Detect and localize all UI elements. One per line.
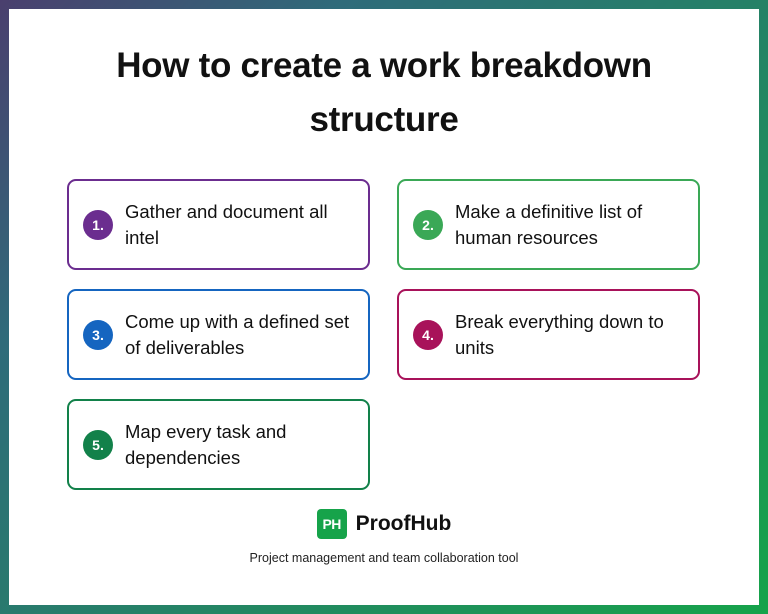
step-card-2	[397, 179, 700, 270]
brand-footer	[9, 509, 759, 565]
step-text-4: Break everything down to units	[455, 311, 664, 358]
step-card-5	[67, 399, 370, 490]
step-number-badge-4: 4.	[413, 320, 443, 350]
step-number-badge-1: 1.	[83, 210, 113, 240]
proofhub-logo-icon: PH	[317, 509, 347, 539]
brand-tagline: Project management and team collaboration tool	[249, 551, 519, 565]
step-card-4	[397, 289, 700, 380]
brand-name: ProofHub	[355, 512, 452, 535]
step-number-badge-2: 2.	[413, 210, 443, 240]
step-number-badge-5: 5.	[83, 430, 113, 460]
steps-list	[67, 179, 719, 490]
step-text-5: Map every task and dependencies	[125, 421, 287, 468]
page-title: How to create a work breakdown structure	[116, 46, 652, 140]
step-text-2: Make a definitive list of human resources	[455, 201, 643, 248]
poster-canvas	[9, 9, 759, 605]
step-card-3	[67, 289, 370, 380]
step-text-1: Gather and document all intel	[125, 201, 328, 248]
step-card-1	[67, 179, 370, 270]
brand-lockup	[317, 509, 452, 539]
step-text-3: Come up with a defined set of deliverables	[125, 311, 350, 358]
step-number-badge-3: 3.	[83, 320, 113, 350]
